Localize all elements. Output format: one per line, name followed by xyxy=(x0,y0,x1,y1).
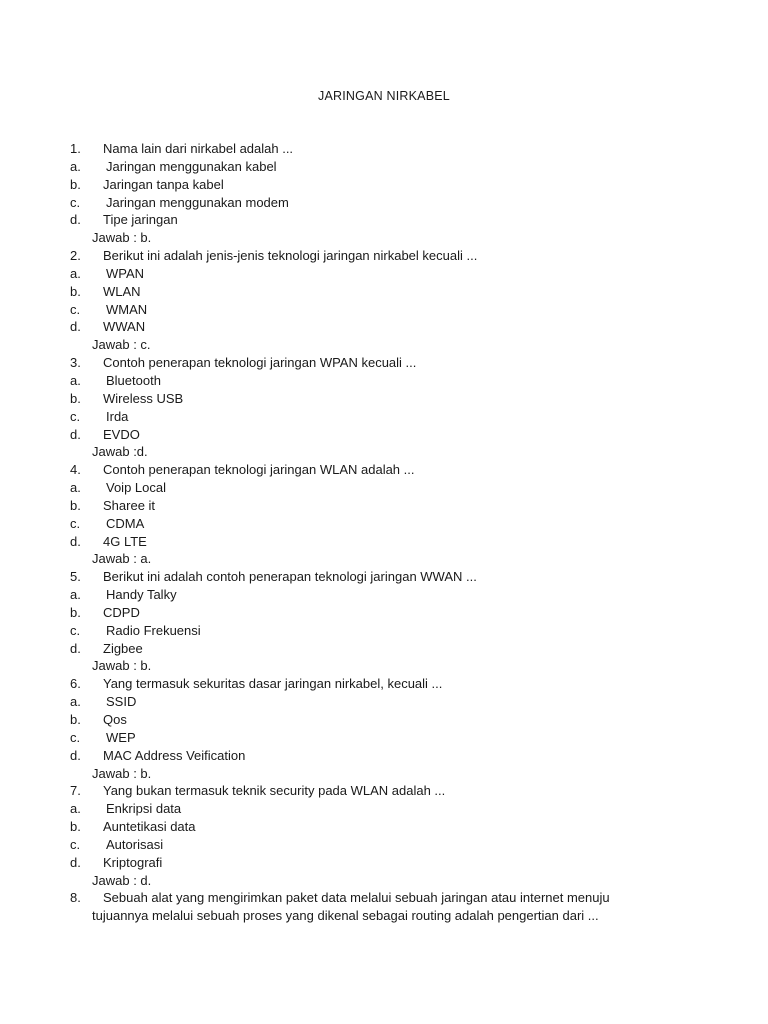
question-continuation-text: tujuannya melalui sebuah proses yang dikenal sebagai routing adalah pengertian dari ... xyxy=(92,908,599,924)
option-line-marker: c. xyxy=(70,301,81,317)
option-line xyxy=(0,693,768,711)
option-line-text: WPAN xyxy=(106,265,145,281)
question-line-text: Berikut ini adalah contoh penerapan teknologi jaringan WWAN ... xyxy=(103,569,477,585)
answer-line-text: Jawab :d. xyxy=(92,444,148,460)
option-line xyxy=(0,479,768,497)
question-line-marker: 4. xyxy=(70,462,81,478)
question-line xyxy=(0,247,768,265)
option-line xyxy=(0,497,768,515)
question-line-text: Contoh penerapan teknologi jaringan WPAN kecuali ... xyxy=(103,355,417,371)
option-line xyxy=(0,301,768,319)
option-line-text: MAC Address Veification xyxy=(103,747,246,763)
option-line-marker: c. xyxy=(70,515,81,531)
option-line-marker: d. xyxy=(70,747,81,763)
option-line xyxy=(0,515,768,533)
option-line-marker: a. xyxy=(70,587,81,603)
option-line xyxy=(0,408,768,426)
option-line-marker: b. xyxy=(70,390,81,406)
option-line-marker: b. xyxy=(70,604,81,620)
answer-line-text: Jawab : c. xyxy=(92,337,151,353)
question-line xyxy=(0,889,768,907)
option-line-text: Voip Local xyxy=(106,480,166,496)
option-line-text: WEP xyxy=(106,729,136,745)
option-line-text: 4G LTE xyxy=(103,533,147,549)
option-line xyxy=(0,836,768,854)
option-line-marker: d. xyxy=(70,426,81,442)
question-line-text: Sebuah alat yang mengirimkan paket data melalui sebuah jaringan atau internet menuju xyxy=(103,890,610,906)
option-line-marker: d. xyxy=(70,319,81,335)
option-line xyxy=(0,604,768,622)
question-line-marker: 2. xyxy=(70,248,81,264)
option-line xyxy=(0,533,768,551)
question-list xyxy=(0,140,768,925)
answer-line-text: Jawab : b. xyxy=(92,230,152,246)
answer-line-text: Jawab : b. xyxy=(92,658,152,674)
question-line xyxy=(0,675,768,693)
option-line-text: Qos xyxy=(103,712,127,727)
question-line-marker: 6. xyxy=(70,676,81,692)
option-line-marker: c. xyxy=(70,836,81,852)
question-line-text: Contoh penerapan teknologi jaringan WLAN adalah ... xyxy=(103,462,415,478)
option-line-marker: c. xyxy=(70,622,81,638)
question-line-text: Yang termasuk sekuritas dasar jaringan nirkabel, kecuali ... xyxy=(103,676,443,692)
question-line-marker: 3. xyxy=(70,355,81,371)
question-line xyxy=(0,461,768,479)
option-line-marker: a. xyxy=(70,265,81,281)
option-line xyxy=(0,158,768,176)
option-line-marker: d. xyxy=(70,854,81,870)
option-line xyxy=(0,426,768,444)
option-line-marker: a. xyxy=(70,480,81,496)
option-line-marker: b. xyxy=(70,497,81,513)
option-line xyxy=(0,640,768,658)
option-line xyxy=(0,818,768,836)
option-line-marker: c. xyxy=(70,408,81,424)
question-line-marker: 8. xyxy=(70,890,81,906)
answer-line xyxy=(0,550,768,568)
option-line-text: Zigbee xyxy=(103,640,143,656)
option-line-text: Sharee it xyxy=(103,497,156,513)
option-line-marker: d. xyxy=(70,212,81,228)
option-line-text: CDMA xyxy=(106,515,145,531)
option-line-marker: a. xyxy=(70,801,81,817)
option-line-text: WMAN xyxy=(106,301,148,317)
option-line-marker: b. xyxy=(70,283,81,299)
question-line-marker: 5. xyxy=(70,569,81,585)
option-line-text: WWAN xyxy=(103,319,146,335)
option-line-text: EVDO xyxy=(103,426,140,442)
option-line-text: Auntetikasi data xyxy=(103,819,196,835)
option-line xyxy=(0,265,768,283)
option-line-marker: c. xyxy=(70,194,81,210)
option-line-text: SSID xyxy=(106,694,137,710)
option-line xyxy=(0,283,768,301)
question-line-text: Yang bukan termasuk teknik security pada WLAN adalah ... xyxy=(103,783,446,799)
option-line xyxy=(0,747,768,765)
option-line xyxy=(0,211,768,229)
option-line-text: Irda xyxy=(106,408,129,424)
option-line xyxy=(0,729,768,747)
option-line-text: CDPD xyxy=(103,604,140,620)
option-line-text: Jaringan tanpa kabel xyxy=(103,176,224,192)
option-line-text: Kriptografi xyxy=(103,854,163,870)
option-line-text: Jaringan menggunakan modem xyxy=(106,194,289,210)
question-line xyxy=(0,354,768,372)
answer-line xyxy=(0,657,768,675)
option-line-marker: d. xyxy=(70,640,81,656)
option-line-marker: a. xyxy=(70,694,81,710)
question-line-text: Nama lain dari nirkabel adalah ... xyxy=(103,141,294,156)
question-line-marker: 7. xyxy=(70,783,81,799)
option-line-marker: d. xyxy=(70,533,81,549)
option-line-text: Bluetooth xyxy=(106,372,161,388)
option-line-marker: b. xyxy=(70,819,81,835)
option-line-marker: a. xyxy=(70,372,81,388)
answer-line xyxy=(0,229,768,247)
question-line xyxy=(0,140,768,158)
option-line-marker: a. xyxy=(70,158,81,174)
option-line xyxy=(0,854,768,872)
answer-line xyxy=(0,765,768,783)
option-line-text: Enkripsi data xyxy=(106,801,182,817)
question-line-text: Berikut ini adalah jenis-jenis teknologi jaringan nirkabel kecuali ... xyxy=(103,248,478,264)
option-line xyxy=(0,176,768,194)
option-line-text: Autorisasi xyxy=(106,836,164,852)
answer-line-text: Jawab : b. xyxy=(92,765,152,781)
answer-line xyxy=(0,336,768,354)
option-line xyxy=(0,390,768,408)
option-line xyxy=(0,194,768,212)
option-line-marker: c. xyxy=(70,729,81,745)
option-line-text: Tipe jaringan xyxy=(103,212,178,228)
document-title: JARINGAN NIRKABEL xyxy=(318,89,450,103)
option-line-marker: b. xyxy=(70,176,81,192)
question-line-marker: 1. xyxy=(70,141,81,156)
answer-line-text: Jawab : d. xyxy=(92,872,152,888)
option-line xyxy=(0,586,768,604)
option-line-text: Radio Frekuensi xyxy=(106,622,201,638)
option-line xyxy=(0,622,768,640)
option-line-text: Jaringan menggunakan kabel xyxy=(106,158,277,174)
question-line xyxy=(0,782,768,800)
question-continuation xyxy=(0,907,768,925)
answer-line-text: Jawab : a. xyxy=(92,551,152,567)
answer-line xyxy=(0,443,768,461)
option-line xyxy=(0,711,768,729)
option-line-marker: b. xyxy=(70,712,81,727)
option-line-text: WLAN xyxy=(103,283,141,299)
option-line xyxy=(0,318,768,336)
option-line xyxy=(0,800,768,818)
answer-line xyxy=(0,872,768,890)
question-line xyxy=(0,568,768,586)
option-line-text: Wireless USB xyxy=(103,390,184,406)
option-line-text: Handy Talky xyxy=(106,587,177,603)
option-line xyxy=(0,372,768,390)
